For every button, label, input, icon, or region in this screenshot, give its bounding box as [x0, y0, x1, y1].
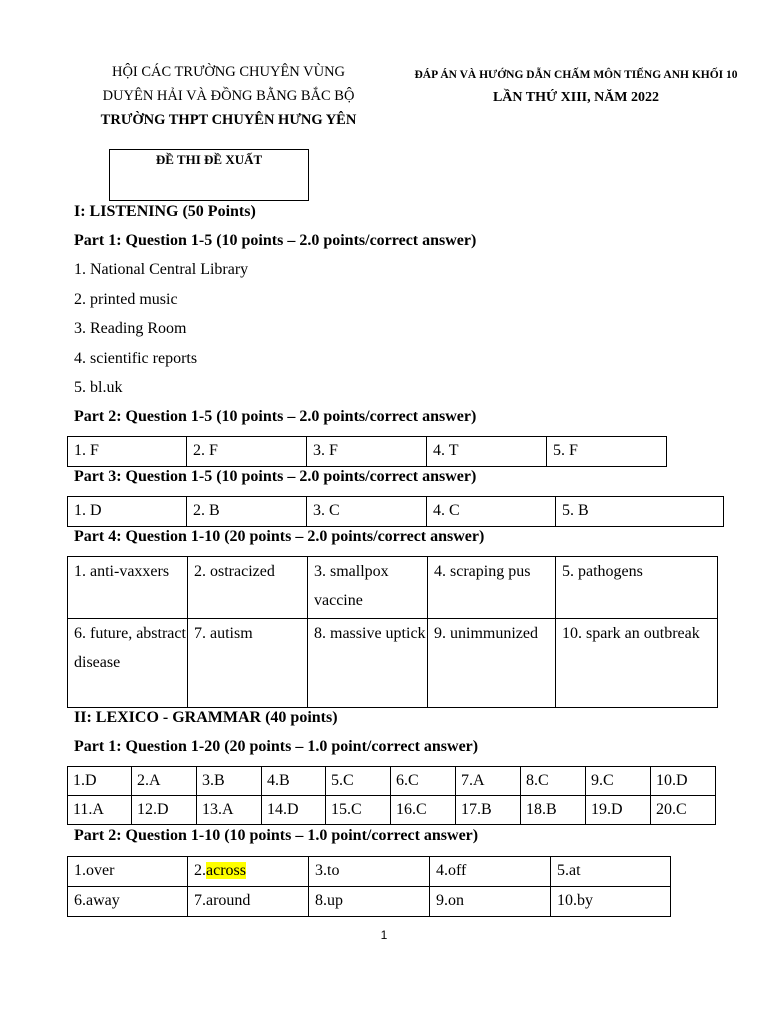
answer-cell: 2. B [187, 497, 307, 527]
answer-cell: 6.away [68, 887, 188, 917]
answer-cell: 5. B [556, 497, 724, 527]
listening-part2-heading: Part 2: Question 1-5 (10 points – 2.0 points/correct answer) [74, 408, 477, 425]
answer-cell: 1. anti-vaxxers [68, 557, 188, 619]
header-left [66, 60, 391, 132]
table-row [68, 619, 718, 708]
document-subtitle: LẦN THỨ XIII, NĂM 2022 [492, 90, 660, 105]
region-name: DUYÊN HẢI VÀ ĐỒNG BẰNG BẮC BỘ [102, 88, 355, 104]
answer-cell: 3. C [307, 497, 427, 527]
answer-cell: 3. smallpox vaccine [308, 557, 428, 619]
answer-cell: 1. D [68, 497, 187, 527]
answer-cell: 9.on [430, 887, 551, 917]
answer-cell: 1.over [68, 857, 188, 887]
answer-cell: 1.D [68, 767, 132, 796]
answer-cell: 20.C [651, 796, 716, 825]
lexico-part1-table [67, 766, 716, 825]
answer-cell: 2. F [187, 437, 307, 467]
table-row [68, 796, 716, 825]
answer-cell: 5. F [547, 437, 667, 467]
answer-cell: 4.off [430, 857, 551, 887]
listening-part1-heading: Part 1: Question 1-5 (10 points – 2.0 points/correct answer) [74, 232, 477, 249]
listening-part4-heading: Part 4: Question 1-10 (20 points – 2.0 points/correct answer) [74, 528, 485, 545]
answer-cell: 8. massive uptick [308, 619, 428, 708]
table-row [68, 497, 724, 527]
list-item: 5. bl.uk [74, 379, 123, 396]
answer-cell: 13.A [197, 796, 262, 825]
answer-cell [188, 857, 309, 887]
answer-number: 2. [194, 862, 206, 879]
page-number: 1 [380, 928, 388, 942]
listening-part3-table [67, 496, 724, 527]
header-right [386, 64, 766, 110]
answer-cell: 14.D [262, 796, 326, 825]
answer-cell: 3.to [309, 857, 430, 887]
answer-cell: 7. autism [188, 619, 308, 708]
listening-part2-table [67, 436, 667, 467]
answer-cell: 4. T [427, 437, 547, 467]
school-name: TRƯỜNG THPT CHUYÊN HƯNG YÊN [100, 112, 357, 128]
table-row [68, 887, 671, 917]
answer-cell: 5.C [326, 767, 391, 796]
answer-cell: 17.B [456, 796, 521, 825]
answer-cell: 4.B [262, 767, 326, 796]
answer-cell: 6.C [391, 767, 456, 796]
answer-cell: 10. spark an outbreak [556, 619, 718, 708]
answer-cell: 9.C [586, 767, 651, 796]
answer-cell: 11.A [68, 796, 132, 825]
highlighted-answer: across [206, 862, 246, 879]
answer-cell: 3. F [307, 437, 427, 467]
answer-cell: 19.D [586, 796, 651, 825]
answer-cell: 15.C [326, 796, 391, 825]
answer-cell: 2. ostracized [188, 557, 308, 619]
listening-part3-heading: Part 3: Question 1-5 (10 points – 2.0 points/correct answer) [74, 468, 477, 485]
exam-label-box [109, 149, 309, 201]
answer-cell: 16.C [391, 796, 456, 825]
table-row [68, 437, 667, 467]
answer-cell: 2.A [132, 767, 197, 796]
answer-cell: 18.B [521, 796, 586, 825]
answer-cell: 5. pathogens [556, 557, 718, 619]
answer-cell: 5.at [551, 857, 671, 887]
answer-cell: 12.D [132, 796, 197, 825]
answer-cell: 7.A [456, 767, 521, 796]
answer-cell: 8.C [521, 767, 586, 796]
list-item: 1. National Central Library [74, 261, 249, 278]
lexico-part2-heading: Part 2: Question 1-10 (10 points – 1.0 point/correct answer) [74, 827, 479, 844]
lexico-part2-table [67, 856, 671, 917]
answer-cell: 10.D [651, 767, 716, 796]
answer-cell: 10.by [551, 887, 671, 917]
list-item: 3. Reading Room [74, 320, 187, 337]
answer-cell: 8.up [309, 887, 430, 917]
answer-cell: 3.B [197, 767, 262, 796]
table-row [68, 557, 718, 619]
list-item: 4. scientific reports [74, 350, 198, 367]
answer-cell: 6. future, abstract disease [68, 619, 188, 708]
section-title-lexico-grammar: II: LEXICO - GRAMMAR (40 points) [74, 709, 338, 726]
answer-cell: 9. unimmunized [428, 619, 556, 708]
answer-cell: 4. scraping pus [428, 557, 556, 619]
section-title-listening: I: LISTENING (50 Points) [74, 203, 256, 220]
association-name: HỘI CÁC TRƯỜNG CHUYÊN VÙNG [111, 64, 346, 80]
document-title: ĐÁP ÁN VÀ HƯỚNG DẪN CHẤM MÔN TIẾNG ANH KHỐI 10 [414, 69, 738, 81]
list-item: 2. printed music [74, 291, 178, 308]
exam-label: ĐỀ THI ĐỀ XUẤT [155, 152, 263, 167]
listening-part4-table [67, 556, 718, 708]
answer-cell: 1. F [68, 437, 187, 467]
answer-cell: 7.around [188, 887, 309, 917]
lexico-part1-heading: Part 1: Question 1-20 (20 points – 1.0 point/correct answer) [74, 738, 479, 755]
table-row [68, 767, 716, 796]
answer-cell: 4. C [427, 497, 556, 527]
table-row [68, 857, 671, 887]
